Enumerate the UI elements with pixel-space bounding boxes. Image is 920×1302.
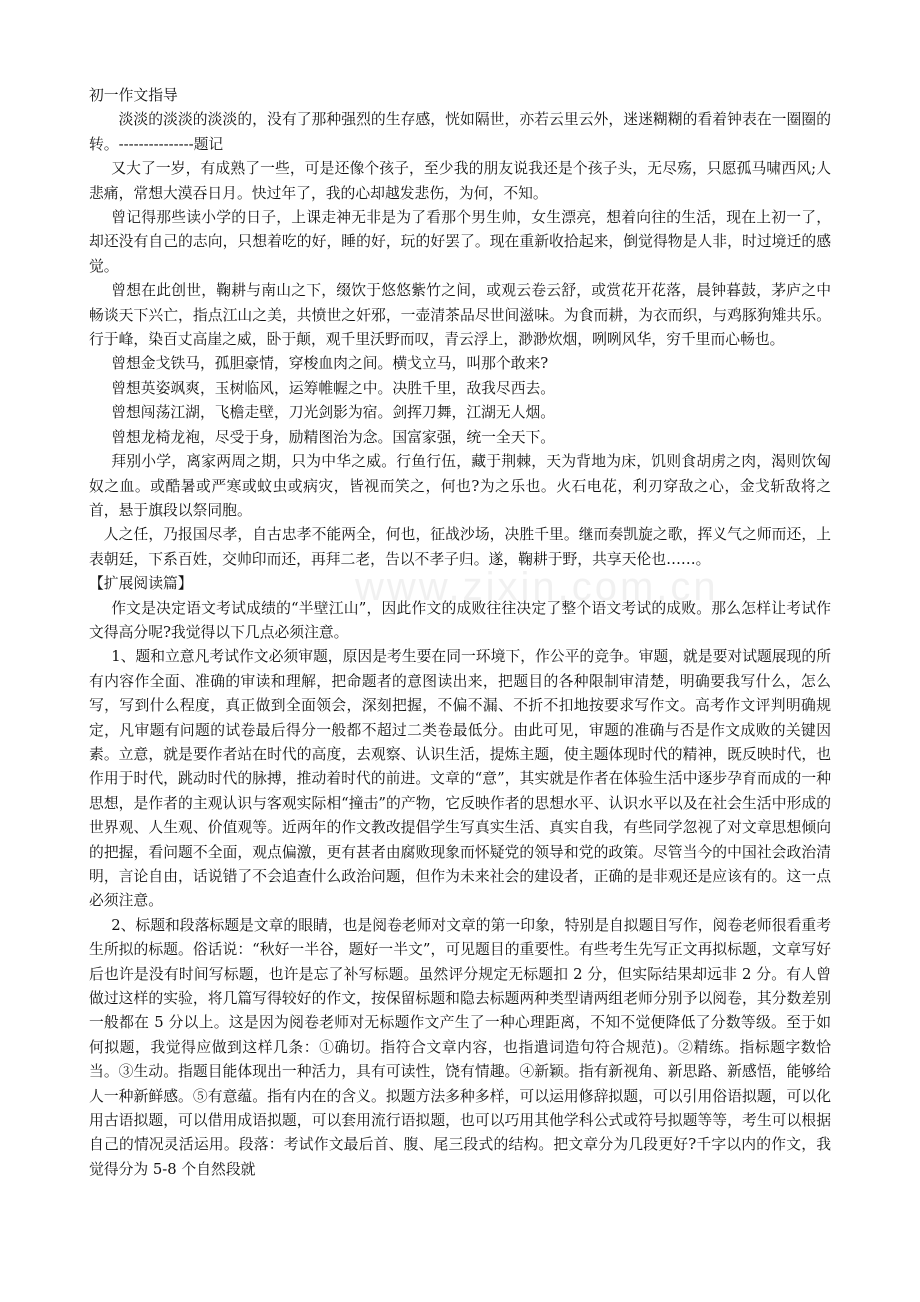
body-paragraph: 曾想金戈铁马，孤胆豪情，穿梭血肉之间。横戈立马，叫那个敢来?: [111, 355, 549, 373]
body-paragraph: 1、题和立意凡考试作文必须审题，原因是考生要在同一环境下，作公平的竞争。审题，就是要对试题展现的所有内容作全面、准确的审读和理解，把命题者的意图读出来，把题目的各种限制审清楚，明确要我写什么，怎么写，写到什么程度，真正做到全面领会，深刻把握，不偏不漏、不折不扣地按要求写作文。高考作文评判明确规定，凡审题有问题的试卷最后得分一般都不超过二类卷最低分。由此可见，审题的准确与否是作文成败的关键因素。立意，就是要作者站在时代的高度，去观察、认识生活，提炼主题，使主题体现时代的精神，既反映时代，也作用于时代，跳动时代的脉搏，推动着时代的前进。文章的“意”，其实就是作者在体验生活中逐步孕育而成的一种思想，是作者的主观认识与客观实际相“撞击”的产物，它反映作者的思想水平、认识水平以及在社会生活中形成的世界观、人生观、价值观等。近两年的作文教改提倡学生写真实生活、真实自我，有些同学忽视了对文章思想倾向的把握，看问题不全面，观点偏激，更有甚者由腐败现象而怀疑党的领导和党的政策。尽管当今的中国社会政治清明，言论自由，话说错了不会追查什么政治问题，但作为未来社会的建设者，正确的是非观还是应该有的。这一点必须注意。: [89, 648, 831, 910]
body-paragraph: 曾想英姿飒爽，玉树临风，运筹帷幄之中。决胜千里，敌我尽西去。: [111, 379, 556, 397]
body-paragraph: 又大了一岁，有成熟了一些，可是还像个孩子，至少我的朋友说我还是个孩子头，无尽殇，只愿孤马啸西风;人悲痛，常想大漠吞日月。快过年了，我的心却越发悲伤，为何，不知。: [89, 160, 831, 202]
body-paragraph: 2、标题和段落标题是文章的眼睛，也是阅卷老师对文章的第一印象，特别是自拟题目写作，阅卷老师很看重考生所拟的标题。俗话说：“秋好一半谷，题好一半文”，可见题目的重要性。有些考生先写正文再拟标题，文章写好后也许是没有时间写标题，也许是忘了补写标题。虽然评分规定无标题扣 2 分，但实际结果却远非 2 分。有人曾做过这样的实验，将几篇写得较好的作文，按保留标题和隐去标题两种类型请两组老师分别予以阅卷，其分数差别一般都在 5 分以上。这是因为阅卷老师对无标题作文产生了一种心理距离，不知不觉便降低了分数等级。至于如何拟题，我觉得应做到这样几条：①确切。指符合文章内容，也指遣词造句符合规范)。②精练。指标题字数恰当。③生动。指题目能体现出一种活力，具有可读性，饶有情趣。④新颖。指有新视角、新思路、新感悟，能够给人一种新鲜感。⑤有意蕴。指有内在的含义。拟题方法多种多样，可以运用修辞拟题，可以引用俗语拟题，可以化用古语拟题，可以借用成语拟题，可以套用流行语拟题，也可以巧用其他学科公式或符号拟题等等，考生可以根据自己的情况灵活运用。段落：考试作文最后首、腹、尾三段式的结构。把文章分为几段更好?千字以内的作文，我觉得分为 5-8 个自然段就: [89, 916, 831, 1178]
body-paragraph: 拜别小学，离家两周之期，只为中华之威。行鱼行伍，藏于荆棘，天为背地为床，饥则食胡虏之肉，渴则饮匈奴之血。或酷暑或严寒或蚊虫或病灾，皆视而笑之，何也?为之乐也。火石电花，利刃穿敌之心，金戈斩敌将之首，悬于旗段以祭同胞。: [89, 453, 831, 519]
document-body: [89, 84, 831, 1182]
body-paragraph: 曾想在此创世，鞠耕与南山之下，缀饮于悠悠紫竹之间，或观云卷云舒，或赏花开花落，晨钟暮鼓，茅庐之中畅谈天下兴亡，指点江山之美，共愤世之奸邪，一壶清茶品尽世间滋味。为食而耕，为衣而织，与鸡豚狗雉共乐。行于峰，染百丈高崖之威，卧于颠，观千里沃野而叹，青云浮上，渺渺炊烟，咧咧风华，穷千里而心畅也。: [89, 282, 831, 349]
body-paragraph: 曾想龙椅龙袍，尽受于身，励精图治为念。国富家强，统一全天下。: [111, 428, 556, 446]
body-paragraph: 曾想闯荡江湖，飞檐走壁，刀光剑影为宿。剑挥刀舞，江湖无人烟。: [111, 404, 556, 422]
watermark-text: www.zixin.com.cn: [355, 565, 719, 609]
document-title: 初一作文指导: [89, 87, 178, 104]
epigraph-paragraph: 淡淡的淡淡的淡淡的，没有了那种强烈的生存感，恍如隔世，亦若云里云外，迷迷糊糊的看着钟表在一圈圈的转。---------------题记: [89, 111, 831, 153]
body-paragraph: 人之任，乃报国尽孝，自古忠孝不能两全，何也，征战沙场，决胜千里。继而奏凯旋之歌，挥义气之师而还，上表朝廷，下系百姓，交帅印而还，再拜二老，告以不孝子归。遂，鞠耕于野，共享天伦也……。: [89, 526, 831, 568]
body-paragraph: 曾记得那些读小学的日子，上课走神无非是为了看那个男生帅，女生漂亮，想着向往的生活，现在上初一了，却还没有自己的志向，只想着吃的好，睡的好，玩的好罢了。现在重新收拾起来，倒觉得物是人非，时过境迁的感觉。: [89, 209, 831, 275]
body-paragraph: 作文是决定语文考试成绩的“半壁江山”，因此作文的成败往往决定了整个语文考试的成败。那么怎样让考试作文得高分呢?我觉得以下几点必须注意。: [89, 599, 831, 641]
section-heading: 【扩展阅读篇】: [89, 575, 193, 593]
